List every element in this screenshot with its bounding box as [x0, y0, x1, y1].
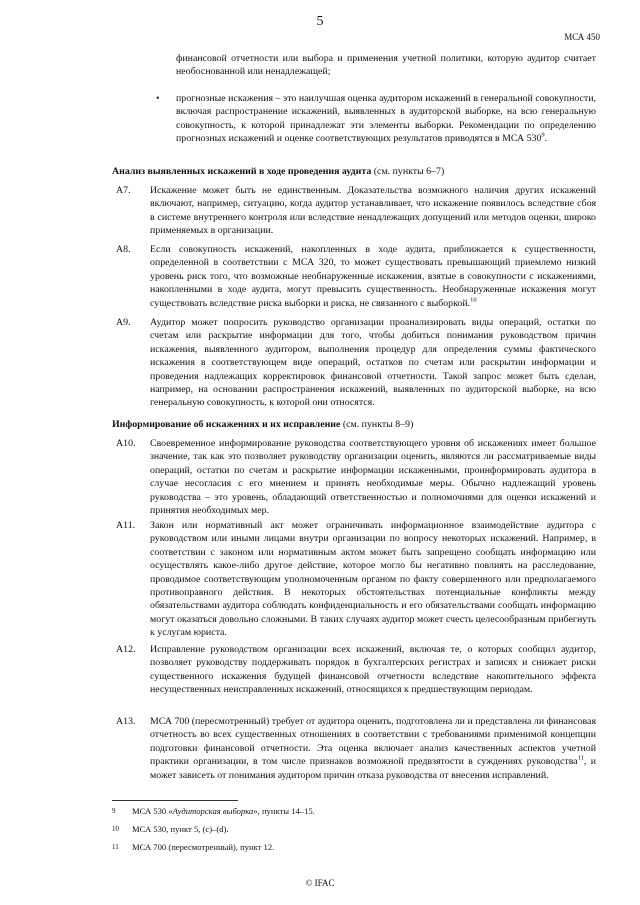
bullet-end: .: [544, 133, 548, 145]
footnote-ref-11[interactable]: 11: [577, 754, 584, 762]
paragraph-a9: Аудитор может попросить руководство организации проанализировать виды операций, остатки по счетам или раскрытие информации для того, чтобы добиться понимания руководством причин искажения, выявленного аудитором, выполнения процедур для определения суммы фактического искажения в соответствующем виде операций, остатков по счетам или раскрытии информации и проведения надлежащих корректировок финансовой отчетности. Такой запрос может быть сделан, например, на основании распространения искажений, выявленных по аудиторской выборке, на всю генеральную совокупность, к которой они относятся.: [150, 317, 596, 409]
paragraph-number-a13: A13.: [116, 716, 136, 727]
paragraph-a8-text: Если совокупность искажений, накопленных в ходе аудита, приближается к существенности, определенной в соответствии с МСА 320, то может существовать превышающий приемлемо низкий уровень риск того, что возможные необнаруженные искажения, взятые в совокупности с искажениями, накопленными в ходе аудита, могут превысить существенность. Необнаруженные искажения могут существовать вследствие риска выборки и риска, не связанного с выборкой.: [150, 244, 596, 309]
footnote-ref-9[interactable]: 9: [541, 131, 545, 139]
section-heading-title: Информирование об искажениях и их исправление: [112, 419, 341, 430]
paragraph-a11: Закон или нормативный акт может ограничивать информационное взаимодействие аудитора с руководством или иными лицами внутри организации по вопросу некоторых искажений. Например, в соответствии с законом или нормативным актом может быть запрещено сообщать информацию или осуществлять какое-либо другое действие, которое могло бы негативно повлиять на расследование, проводимое соответствующим уполномоченным органом по факту совершенного или предполагаемого противоправного действия. В некоторых обстоятельствах потенциальные конфликты между обязательствами аудитора соблюдать конфиденциальность и его обязательствами сообщать информацию могут оказаться довольно сложными. В таких случаях аудитор может счесть целесообразным прибегнуть к услугам юриста.: [150, 520, 596, 639]
section-heading-ref: (см. пункты 6–7): [371, 166, 445, 177]
continued-paragraph: финансовой отчетности или выбора и применения учетной политики, которую аудитор считает необоснованной или ненадлежащей;: [176, 53, 596, 78]
copyright: © IFAC: [305, 878, 335, 888]
footnote-11: МСА 700 (пересмотренный), пункт 12.: [132, 842, 275, 852]
paragraph-number-a10: A10.: [116, 438, 136, 449]
footnote-number-11: 11: [112, 843, 119, 851]
footnote-9: [132, 806, 572, 817]
footnote-9-title: Аудиторская выборка: [172, 806, 254, 816]
paragraph-a8: [150, 243, 596, 310]
paragraph-a7: Искажение может быть не единственным. Доказательства возможного наличия других искажений включают, например, ситуацию, когда аудитор устанавливает, что искажение появилось вследствие сбоя в системе внутреннего контроля или вследствие ненадлежащих допущений или методов оценки, широко применяемых в организации.: [150, 185, 596, 237]
footnote-number-9: 9: [112, 807, 116, 815]
paragraph-a12: Исправление руководством организации всех искажений, включая те, о которых сообщил аудитор, позволяет руководству поддерживать порядок в бухгалтерских регистрах и записях и снижает риски существенного искажения будущей финансовой отчетности вследствие накопительного эффекта несущественных неисправленных искажений, относящихся к предшествующим периодам.: [150, 644, 596, 696]
paragraph-number-a11: A11.: [116, 520, 136, 531]
paragraph-number-a12: A12.: [116, 644, 136, 655]
section-heading-analysis: [112, 165, 602, 178]
section-heading-title: Анализ выявленных искажений в ходе проведения аудита: [112, 166, 372, 177]
section-heading-communication: [112, 418, 602, 431]
footnote-separator: [112, 800, 238, 801]
standard-label: МСА 450: [564, 32, 600, 42]
bullet-text: прогнозные искажения – это наилучшая оценка аудитором искажений в генеральной совокупности, включая распространение искажений, выявленных в аудиторской выборке, на всю генеральную совокупность, к которой принадлежат эти элементы выборки. Рекомендации по определению прогнозных искажений и оценке соответствующих результатов приводятся в МСА 530: [176, 93, 596, 145]
footnote-9-pre: МСА 530 «: [132, 806, 173, 816]
paragraph-number-a8: A8.: [116, 244, 131, 255]
paragraph-a13-text-part1: МСА 700 (пересмотренный) требует от аудитора оценить, подготовлена ли и представлена ли финансовая отчетность во всех существенных отношениях в соответствии с требованиями применимой концепции подготовки финансовой отчетности. Эта оценка включает анализ качественных аспектов учетной практики организации, в том числе признаков возможной предвзятости в суждениях руководства: [150, 716, 596, 768]
bullet-marker: •: [156, 93, 160, 104]
section-heading-ref: (см. пункты 8–9): [340, 419, 414, 430]
paragraph-number-a9: A9.: [116, 317, 131, 328]
paragraph-number-a7: A7.: [116, 185, 131, 196]
page-number: 5: [316, 14, 324, 29]
footnote-10: МСА 530, пункт 5, (c)–(d).: [132, 824, 229, 834]
footnote-ref-10[interactable]: 10: [470, 296, 477, 304]
paragraph-a13: [150, 715, 596, 782]
paragraph-a10: Своевременное информирование руководства соответствующего уровня об искажениях имеет большое значение, так как это позволяет руководству организации оценить, являются ли рассматриваемые виды операций, остатки по счетам и раскрытие информации искаженными, проинформировать аудитора в случае несогласия с его мнением и принять необходимые меры. Обычно надлежащий уровень руководства – это уровень, обладающий ответственностью и полномочиями для оценки искажений и принятия необходимых мер.: [150, 438, 596, 517]
paragraph-a13-text-part2: , и может зависеть от понимания аудитором причин отказа руководства от внесения исправлений.: [150, 756, 596, 781]
footnote-number-10: 10: [112, 825, 119, 833]
footnote-9-post: », пункты 14–15.: [253, 806, 315, 816]
bullet-item-forecast-misstatements: [176, 92, 596, 146]
